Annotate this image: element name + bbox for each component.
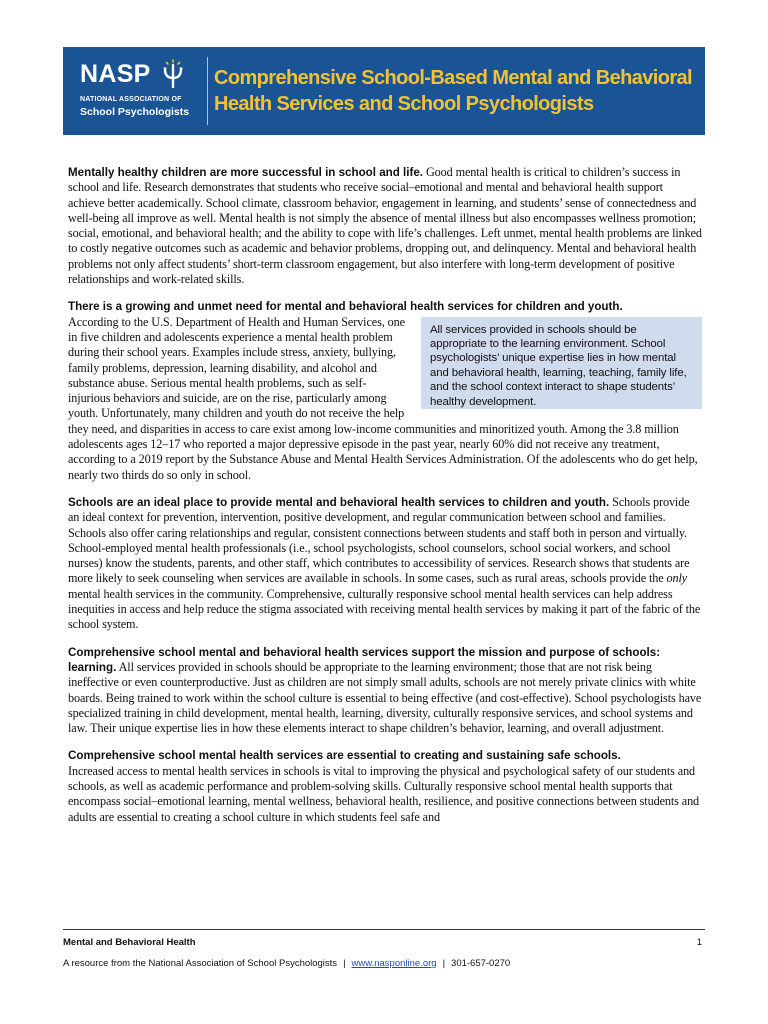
logo-wordmark: NASP <box>80 60 151 88</box>
header-banner <box>63 47 705 135</box>
footer-title: Mental and Behavioral Health <box>63 937 196 948</box>
page-number: 1 <box>696 937 702 948</box>
footer-resource-line <box>63 958 510 969</box>
footer-resource-text: A resource from the National Association of School Psychologists <box>63 958 338 969</box>
document-body <box>68 165 702 837</box>
section-paragraph <box>68 165 702 287</box>
footer-separator: | <box>343 958 346 969</box>
section-paragraph <box>68 495 702 633</box>
title-line-2: Health Services and School Psychologists <box>214 93 594 115</box>
logo-subtitle: NATIONAL ASSOCIATION OF <box>80 96 182 103</box>
section-body: Increased access to mental health services in schools is vital to improving the physical and psychological safety of our students and schools, as well as academic performance and problem-solving skills. Culturally responsive school mental health supports that encompass social–emotional learning, mental wellness, behavioral health, resilience, and positive connections between students and adults are essential to creating a school culture in which students feel safe and <box>68 763 700 824</box>
page-title <box>214 65 694 117</box>
nasp-logo <box>80 59 220 123</box>
section-body: All services provided in schools should be appropriate to the learning environment; those that are not risk being ineffective or even counterproductive. Just as children are not simply small adults, schools are not merely private clinics with white boards. Being trained to work within the school culture is essential to being effective (and cost-effective). School psychologists have specialized training in child development, mental health, learning, diversity, culturally responsive services, and school systems and law. Their unique expertise lies in how these elements interact to shape children’s behavior, learning, and overall adjustment. <box>68 659 702 736</box>
title-line-1: Comprehensive School-Based Mental and Behavioral <box>214 67 692 89</box>
section-body: According to the U.S. Department of Health and Human Services, one in five children and adolescents experience a mental health problem during their school years. Examples include stress, anxiety, bullying, family problems, depression, learning disability, and alcohol and substance abuse. Serious mental health problems, such as self-injurious behaviors and suicide, are on the rise, particularly among youth. Unfortunately, many children and youth do not receive the help they need, and disparities in access to care exist among low-income communities and minoritized youth. Among the 3.8 million adolescents ages 12–17 who reported a major depressive episode in the past year, nearly 60% did not receive any treatment, according to a 2019 report by the Substance Abuse and Mental Health Services Administration. Of the adolescents who do get help, nearly two thirds do so only in school. <box>68 314 698 482</box>
phone-number: 301-657-0270 <box>451 958 511 969</box>
section-lead: Comprehensive school mental and behavioral health services support the mission and purpose of schools: learning. <box>68 645 661 674</box>
callout-box: All services provided in schools should be appropriate to the learning environment. School psychologists’ unique expertise lies in how mental and behavioral health, learning, teaching, family life, and the school context interact to shape students’ healthy development. <box>421 317 702 409</box>
footer-separator: | <box>442 958 446 969</box>
section-body: Schools provide an ideal context for prevention, intervention, positive development, and regular communication between school and families. Schools also offer caring relationships and regular, consistent connections between students and staff both in person and virtually. School-employed mental health professionals (i.e., school psychologists, school counselors, school social workers, and school nurses) know the students, parents, and other staff, which contributes to accessibility of services. Research shows that students are more likely to seek counseling when services are available in schools. In some cases, such as rural areas, schools provide the <box>68 494 690 586</box>
section-lead: Schools are an ideal place to provide mental and behavioral health services to children and youth. <box>68 495 610 509</box>
section-paragraph <box>68 645 702 737</box>
section-body-continued: mental health services in the community. Comprehensive, culturally responsive school mental health services can help address inequities in access and help reduce the stigma associated with receiving mental health services by making it part of the fabric of the school system. <box>68 586 701 632</box>
footer-rule <box>63 929 705 930</box>
section-lead: There is a growing and unmet need for mental and behavioral health services for children and youth. <box>68 300 623 314</box>
section-paragraph <box>68 299 702 483</box>
logo-org-name: School Psychologists <box>80 106 190 118</box>
psi-sunburst-icon <box>160 59 208 91</box>
website-link[interactable]: www.nasponline.org <box>351 958 437 969</box>
section-lead: Mentally healthy children are more successful in school and life. <box>68 166 424 179</box>
section-lead: Comprehensive school mental health services are essential to creating and sustaining safe schools. <box>68 749 621 763</box>
emphasis-text: only <box>666 571 688 586</box>
section-body: Good mental health is critical to children’s success in school and life. Research demonstrates that students who receive social–emotional and mental and behavioral health support achieve better academically. School climate, classroom behavior, engagement in learning, and students’ sense of connectedness and well-being all improve as well. Mental health is not simply the absence of mental illness but also encompasses wellness promotion; social, emotional, and behavioral health; and the ability to cope with life’s challenges. Left unmet, mental health problems are linked to costly negative outcomes such as academic and behavior problems, dropping out, and delinquency. Mental and behavioral health problems not only affect students’ short-term classroom engagement, but also interfere with long-term development of positive relationships and work-related skills. <box>68 165 702 287</box>
section-paragraph <box>68 748 702 824</box>
header-divider <box>207 57 208 125</box>
